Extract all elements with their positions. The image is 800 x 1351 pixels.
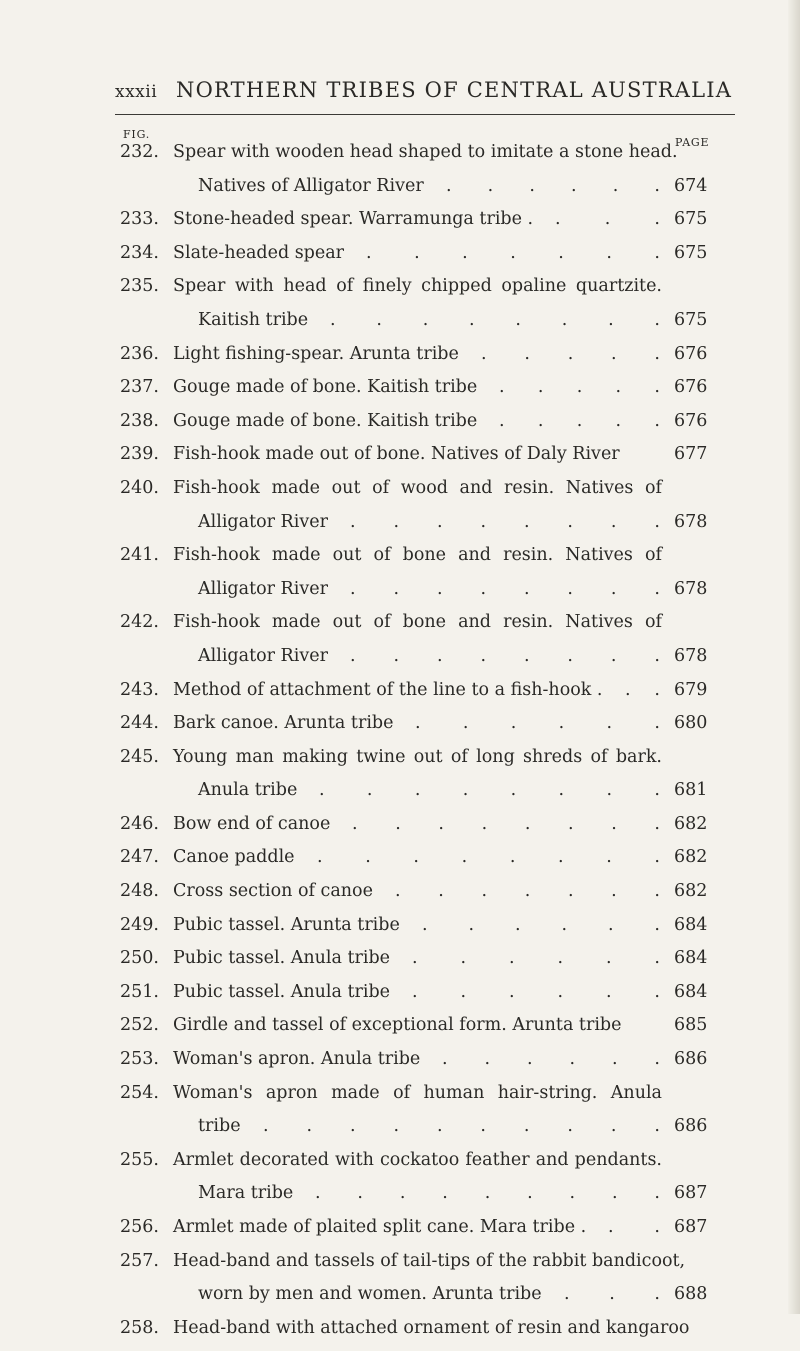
list-item <box>0 478 800 545</box>
entry-line <box>0 1150 800 1184</box>
entry-line <box>0 276 800 310</box>
entry-line <box>0 1217 800 1251</box>
figure-caption: Canoe paddle <box>173 847 295 868</box>
list-item <box>0 1217 800 1251</box>
list-item <box>0 545 800 612</box>
figure-caption: Head-band and tassels of tail-tips of the rabbit bandicoot, <box>173 1250 686 1271</box>
entry-line <box>0 176 800 210</box>
leader-dots: . . . . . . . . <box>350 578 660 599</box>
list-item <box>0 411 800 445</box>
list-item <box>0 948 800 982</box>
page-reference: 684 <box>674 948 708 969</box>
figure-caption: Fish-hook made out of bone and resin. Natives of <box>173 612 662 633</box>
figure-caption: Pubic tassel. Anula tribe <box>173 981 391 1002</box>
figure-caption: Stone-headed spear. Warramunga tribe . <box>173 209 534 230</box>
figure-caption: Pubic tassel. Anula tribe <box>173 948 391 969</box>
page-column-label: PAGE <box>675 136 710 149</box>
entry-line <box>0 209 800 243</box>
figure-caption: Head-band with attached ornament of resin and kangaroo <box>173 1317 690 1338</box>
figure-caption: Girdle and tassel of exceptional form. Arunta tribe <box>173 1015 622 1036</box>
figure-number: 245. <box>120 746 159 767</box>
page-reference: 678 <box>674 645 708 666</box>
leader-dots: . . . . . <box>499 377 660 398</box>
figure-caption: Fish-hook made out of bone and resin. Natives of <box>173 545 662 566</box>
list-item <box>0 1251 800 1318</box>
fig-column-label: FIG. <box>123 128 151 141</box>
figure-number: 243. <box>120 679 159 700</box>
list-item <box>0 1318 800 1351</box>
leader-dots: . . . . . . . . <box>319 780 660 801</box>
list-item <box>0 680 800 714</box>
leader-dots: . . . . . . <box>442 1049 660 1070</box>
figure-caption: Woman's apron made of human hair-string. Anula <box>173 1082 662 1103</box>
entry-line <box>0 1183 800 1217</box>
figure-caption: Gouge made of bone. Kaitish tribe <box>173 410 478 431</box>
entry-line <box>0 1251 800 1285</box>
figure-caption: Method of attachment of the line to a fish-hook . <box>173 679 603 700</box>
page-reference: 675 <box>674 242 708 263</box>
list-item <box>0 747 800 814</box>
page-reference: 678 <box>674 578 708 599</box>
header-rule <box>115 114 735 115</box>
leader-dots: . . . . . . <box>415 713 660 734</box>
page-reference: 674 <box>674 175 708 196</box>
page-reference: 682 <box>674 847 708 868</box>
figure-number: 238. <box>120 410 159 431</box>
entry-line <box>0 1318 800 1351</box>
entry-line <box>0 1049 800 1083</box>
leader-dots: . . <box>625 679 660 700</box>
list-item <box>0 847 800 881</box>
entry-line <box>0 1015 800 1049</box>
figure-number: 258. <box>120 1317 159 1338</box>
entry-line <box>0 847 800 881</box>
figure-number: 254. <box>120 1082 159 1103</box>
figure-caption: Spear with wooden head shaped to imitate a stone head. <box>173 142 678 162</box>
figure-caption: Mara tribe <box>198 1183 294 1204</box>
page-reference: 686 <box>674 1049 708 1070</box>
entry-line <box>0 411 800 445</box>
figure-caption: Fish-hook made out of bone. Natives of Daly River <box>173 444 620 465</box>
leader-dots: . . . . . . . . <box>350 511 660 532</box>
figure-number: 252. <box>120 1015 159 1036</box>
figure-caption: Light fishing-spear. Arunta tribe <box>173 343 459 364</box>
figure-caption: worn by men and women. Arunta tribe <box>198 1284 542 1305</box>
figure-number: 234. <box>120 242 159 263</box>
page-reference: 687 <box>674 1217 708 1237</box>
figure-number: 236. <box>120 343 159 364</box>
figure-number: 241. <box>120 545 159 566</box>
entry-line <box>0 814 800 848</box>
entry-line <box>0 344 800 378</box>
leader-dots: . . . . . . <box>446 175 660 196</box>
leader-dots: . . . . . . . . . . <box>263 1116 660 1137</box>
list-item <box>0 377 800 411</box>
entry-line <box>0 915 800 949</box>
list-item <box>0 915 800 949</box>
list-item <box>0 1049 800 1083</box>
figure-caption: Young man making twine out of long shreds of bark. <box>173 746 662 767</box>
entry-line <box>0 713 800 747</box>
figure-number: 247. <box>120 847 159 868</box>
list-item <box>0 713 800 747</box>
entry-line <box>0 881 800 915</box>
list-item <box>0 881 800 915</box>
figure-caption: Bark canoe. Arunta tribe <box>173 713 394 734</box>
figure-number: 251. <box>120 981 159 1002</box>
page-reference: 676 <box>674 377 708 398</box>
entry-line <box>0 512 800 546</box>
list-item <box>0 276 800 343</box>
figure-caption: Cross section of canoe <box>173 881 373 902</box>
figure-number: 250. <box>120 948 159 969</box>
figure-caption: Armlet made of plaited split cane. Mara tribe . <box>173 1217 587 1237</box>
leader-dots: . . . <box>555 209 660 230</box>
figure-caption: Woman's apron. Anula tribe <box>173 1049 421 1070</box>
figure-number: 240. <box>120 477 159 498</box>
page-reference: 679 <box>674 679 708 700</box>
list-item <box>0 209 800 243</box>
page-number: xxxii <box>115 82 158 102</box>
page-reference: 684 <box>674 981 708 1002</box>
figure-number: 249. <box>120 914 159 935</box>
page-reference: 677 <box>674 444 708 465</box>
entry-line <box>0 377 800 411</box>
entry-line <box>0 612 800 646</box>
figure-caption: tribe <box>198 1116 241 1137</box>
list-item <box>0 444 800 478</box>
figure-caption: Alligator River <box>198 645 328 666</box>
running-head <box>115 78 735 112</box>
leader-dots: . . . <box>564 1284 660 1305</box>
page-reference: 680 <box>674 713 708 734</box>
figure-number: 256. <box>120 1217 159 1237</box>
leader-dots: . . . . . . <box>422 914 660 935</box>
page-reference: 676 <box>674 343 708 364</box>
entry-line <box>0 982 800 1016</box>
leader-dots: . . . . . . . . <box>317 847 660 868</box>
figure-number: 244. <box>120 713 159 734</box>
list-item <box>0 344 800 378</box>
figure-caption: Armlet decorated with cockatoo feather and pendants. <box>173 1149 662 1170</box>
page-reference: 678 <box>674 511 708 532</box>
list-item <box>0 243 800 277</box>
entry-line <box>0 680 800 714</box>
list-item <box>0 814 800 848</box>
entry-line <box>0 142 800 176</box>
figure-number: 232. <box>120 142 159 162</box>
leader-dots: . . . . . . . . <box>350 645 660 666</box>
page-reference: 682 <box>674 881 708 902</box>
entry-line <box>0 478 800 512</box>
figure-number: 242. <box>120 612 159 633</box>
list-item <box>0 1083 800 1150</box>
leader-dots: . . . . . . . <box>366 242 660 263</box>
figure-caption: Slate-headed spear <box>173 242 345 263</box>
page-reference: 681 <box>674 780 708 801</box>
page-reference: 685 <box>674 1015 708 1036</box>
page-reference: 682 <box>674 813 708 834</box>
entry-line <box>0 646 800 680</box>
figure-number: 237. <box>120 377 159 398</box>
entry-line <box>0 545 800 579</box>
leader-dots: . . . . . <box>499 410 660 431</box>
list-item <box>0 612 800 679</box>
list-item <box>0 142 800 209</box>
figure-number: 235. <box>120 276 159 297</box>
entry-line <box>0 747 800 781</box>
list-item <box>0 1150 800 1217</box>
list-item <box>0 1015 800 1049</box>
leader-dots: . . . . . <box>481 343 660 364</box>
entry-line <box>0 1284 800 1318</box>
leader-dots: . . . . . . <box>412 981 660 1002</box>
page-reference: 686 <box>674 1116 708 1137</box>
entry-line <box>0 1116 800 1150</box>
figure-list <box>0 142 800 1351</box>
figure-number: 248. <box>120 881 159 902</box>
figure-number: 257. <box>120 1250 159 1271</box>
figure-caption: Bow end of canoe <box>173 813 331 834</box>
figure-caption: Kaitish tribe <box>198 309 309 330</box>
page-reference: 676 <box>674 410 708 431</box>
figure-caption: Alligator River <box>198 511 328 532</box>
figure-caption: Natives of Alligator River <box>198 175 424 196</box>
figure-number: 239. <box>120 444 159 465</box>
page-title: NORTHERN TRIBES OF CENTRAL AUSTRALIA <box>176 78 733 102</box>
figure-number: 255. <box>120 1149 159 1170</box>
leader-dots: . . . . . . <box>412 948 660 969</box>
figure-number: 233. <box>120 209 159 230</box>
figure-number: 246. <box>120 813 159 834</box>
list-item <box>0 982 800 1016</box>
figure-caption: Alligator River <box>198 578 328 599</box>
page-reference: 675 <box>674 309 708 330</box>
figure-number: 253. <box>120 1049 159 1070</box>
entry-line <box>0 948 800 982</box>
figure-caption: Fish-hook made out of wood and resin. Natives of <box>173 477 662 498</box>
figure-caption: Spear with head of finely chipped opaline quartzite. <box>173 276 662 297</box>
entry-line <box>0 579 800 613</box>
leader-dots: . . <box>608 1217 660 1237</box>
page-reference: 675 <box>674 209 708 230</box>
entry-line <box>0 444 800 478</box>
figure-caption: Gouge made of bone. Kaitish tribe <box>173 377 478 398</box>
leader-dots: . . . . . . . . <box>352 813 660 834</box>
entry-line <box>0 243 800 277</box>
figure-caption: Anula tribe <box>198 780 298 801</box>
page-reference: 684 <box>674 914 708 935</box>
page-reference: 688 <box>674 1284 708 1305</box>
entry-line <box>0 1083 800 1117</box>
page-reference: 687 <box>674 1183 708 1204</box>
leader-dots: . . . . . . . . . <box>315 1183 660 1204</box>
entry-line <box>0 310 800 344</box>
entry-line <box>0 780 800 814</box>
leader-dots: . . . . . . . . <box>330 309 660 330</box>
leader-dots: . . . . . . . <box>395 881 660 902</box>
figure-caption: Pubic tassel. Arunta tribe <box>173 914 400 935</box>
